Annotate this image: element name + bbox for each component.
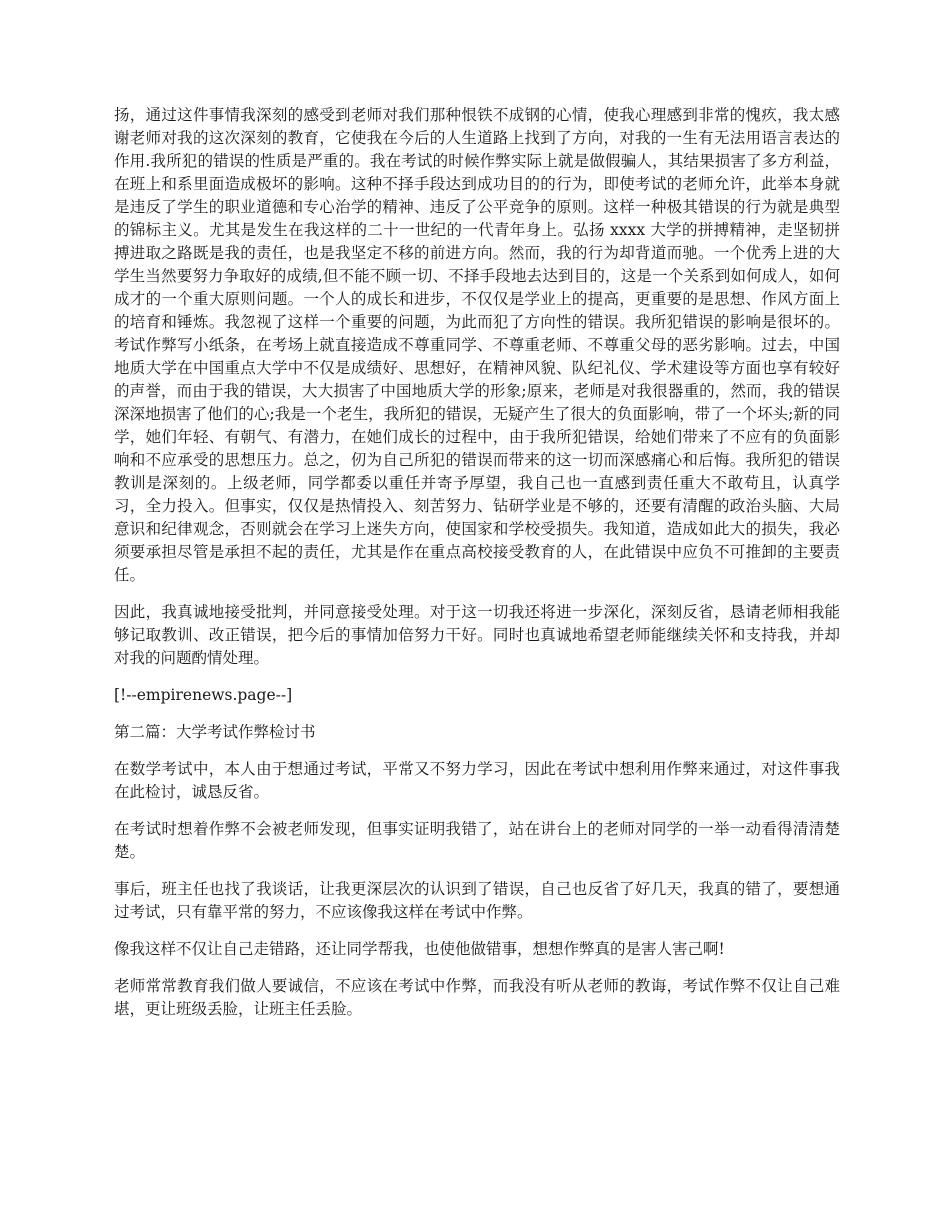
paragraph-caught: 在考试时想着作弊不会被老师发现，但事实证明我错了，站在讲台上的老师对同学的一举一动看得清清楚楚。	[114, 820, 840, 861]
paragraph-acceptance: 因此，我真诚地接受批判，并同意接受处理。对于这一切我还将进一步深化，深刻反省，恳请老师相我能够记取教训、改正错误，把今后的事情加倍努力干好。同时也真诚地希望老师能继续关怀和支持我，并却对我的问题酌情处理。	[114, 603, 840, 667]
paragraph-harm: 像我这样不仅让自己走错路，还让同学帮我，也使他做错事，想想作弊真的是害人害己啊!	[114, 940, 725, 958]
paragraph-self-criticism: 扬，通过这件事情我深刻的感受到老师对我们那种恨铁不成钢的心情，使我心理感到非常的愧疚，我太感谢老师对我的这次深刻的教育，它使我在今后的人生道路上找到了方向，对我的一生有无法用语言表达的作用.我所犯的错误的性质是严重的。我在考试的时候作弊实际上就是做假骗人，其结果损害了多方利益，在班上和系里面造成极坏的影响。这种不择手段达到成功目的的行为，即使考试的老师允许，此举本身就是违反了学生的职业道德和专心治学的精神、违反了公平竞争的原则。这样一种极其错误的行为就是典型的锦标主义。尤其是发生在我这样的二十一世纪的一代青年身上。弘扬 xxxx 大学的拼搏精神，走坚韧拼搏进取之路既是我的责任，也是我坚定不移的前进方向。然而，我的行为却背道而驰。一个优秀上进的大学生当然要努力争取好的成绩,但不能不顾一切、不择手段地去达到目的，这是一个关系到如何成人，如何成才的一个重大原则问题。一个人的成长和进步，不仅仅是学业上的提高，更重要的是思想、作风方面上的培育和锤炼。我忽视了这样一个重要的问题，为此而犯了方向性的错误。我所犯错误的影响是很坏的。考试作弊写小纸条，在考场上就直接造成不尊重同学、不尊重老师、不尊重父母的恶劣影响。过去，中国地质大学在中国重点大学中不仅是成绩好、思想好，在精神风貌、队纪礼仪、学术建设等方面也享有较好的声誉，而由于我的错误，大大损害了中国地质大学的形象;原来，老师是对我很器重的，然而，我的错误深深地损害了他们的心;我是一个老生，我所犯的错误，无疑产生了很大的负面影响，带了一个坏头;新的同学，她们年轻、有朝气、有潜力，在她们成长的过程中，由于我所犯错误，给她们带来了不应有的负面影响和不应承受的思想压力。总之，仞为自己所犯的错误而带来的这一切而深感痛心和后悔。我所犯的错误教训是深刻的。上级老师，同学都委以重任并寄予厚望，我自己也一直感到责任重大不敢苟且，认真学习，全力投入。但事实，仅仅是热情投入、刻苦努力、钻研学业是不够的，还要有清醒的政治头脑、大局意识和纪律观念，否则就会在学习上迷失方向，使国家和学校受损失。我知道，造成如此大的损失，我必须要承担尽管是承担不起的责任，尤其是作在重点高校接受教育的人，在此错误中应负不可推卸的主要责任。	[114, 106, 840, 584]
page-break-marker: [!--empirenews.page--]	[114, 686, 293, 704]
paragraph-teacher-talk: 事后，班主任也找了我谈话，让我更深层次的认识到了错误，自己也反省了好几天，我真的错了，要想通过考试，只有靠平常的努力，不应该像我这样在考试中作弊。	[114, 880, 840, 921]
paragraph-honesty: 老师常常教育我们做人要诚信，不应该在考试中作弊，而我没有听从老师的教诲，考试作弊不仅让自己难堪，更让班级丢脸，让班主任丢脸。	[114, 977, 840, 1018]
section-heading: 第二篇：大学考试作弊检讨书	[114, 723, 316, 741]
paragraph-math-exam: 在数学考试中，本人由于想通过考试，平常又不努力学习，因此在考试中想利用作弊来通过，对这件事我在此检讨，诚恳反省。	[114, 760, 840, 801]
document-body	[114, 104, 840, 1035]
